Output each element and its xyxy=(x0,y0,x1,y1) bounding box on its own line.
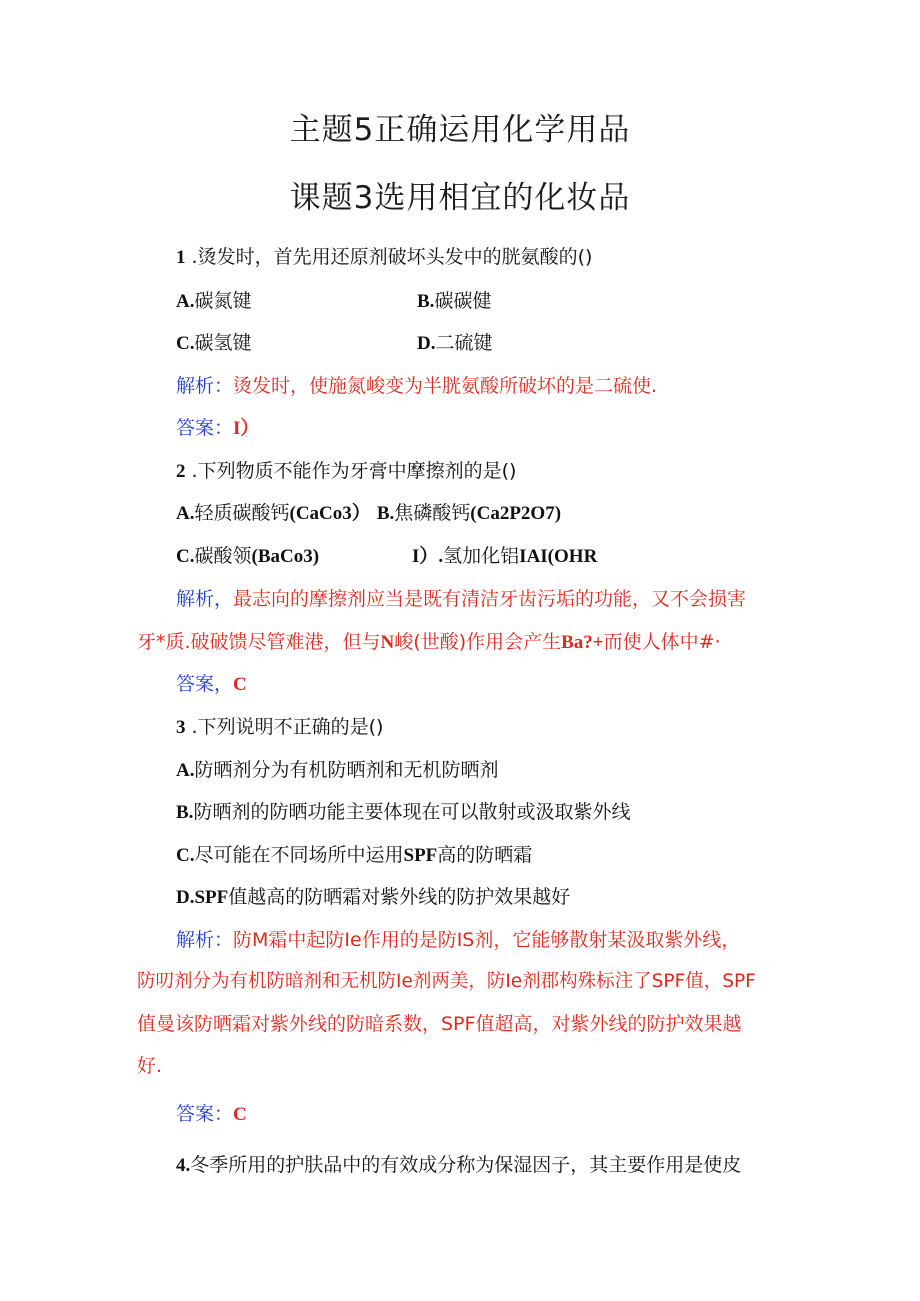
answer-label: 答案， xyxy=(176,673,234,695)
option-text: 值越高的防晒霜对紫外线的防护效果越好 xyxy=(228,886,571,908)
analysis-text: 牙*质.破破馈尽管难港，但与 xyxy=(137,631,381,653)
option-text: 尽可能在不同场所中运用 xyxy=(194,844,404,866)
question-number: 2 xyxy=(176,461,186,482)
option-text: 碳碳健 xyxy=(434,290,492,312)
question-1-analysis xyxy=(176,371,657,398)
question-2-stem xyxy=(176,456,516,483)
option-text: 防晒剂的防晒功能主要体现在可以散射或汲取紫外线 xyxy=(193,801,631,823)
analysis-text: 烫发时，使施氮峻变为半胱氨酸所破坏的是二硫使. xyxy=(233,375,658,397)
question-1-option-a xyxy=(176,286,252,313)
answer-value: C xyxy=(233,1104,247,1125)
option-key: B. xyxy=(376,503,395,524)
option-text: 轻质碳酸钙 xyxy=(194,502,290,524)
option-text: 碳氮键 xyxy=(194,290,252,312)
answer-value: I） xyxy=(233,418,260,439)
option-text: SPF xyxy=(194,887,229,908)
option-text: 焦磷酸钙 xyxy=(394,502,471,524)
option-text: 氢加化铝 xyxy=(443,545,520,567)
question-text: .烫发时，首先用还原剂破坏头发中的胱氨酸的() xyxy=(191,246,593,268)
analysis-text: 而使人体中#· xyxy=(603,631,721,653)
option-formula: IAI(OHR xyxy=(519,546,598,567)
option-key: C. xyxy=(176,546,195,567)
question-2-answer xyxy=(176,669,247,696)
question-3-option-b xyxy=(176,797,630,824)
analysis-text: 防M霜中起防Ie作用的是防IS剂，它能够散射某汲取紫外线， xyxy=(233,929,741,951)
lesson-title: 课题3选用相宜的化妆品 xyxy=(289,180,631,216)
option-text: SPF xyxy=(403,845,438,866)
option-key: A. xyxy=(176,760,195,781)
analysis-label: 解析： xyxy=(176,375,234,397)
question-3-analysis-line-4: 好. xyxy=(137,1055,163,1077)
option-text: 碳酸领 xyxy=(194,545,252,567)
question-3-analysis-line-2: 防叨剂分为有机防暗剂和无机防Ie剂两美，防Ie剂郡构殊标注了SPF值，SPF xyxy=(137,971,756,992)
analysis-text: 峻(世酸)作用会产生 xyxy=(394,631,562,653)
question-2-option-c xyxy=(176,541,319,568)
option-formula: (BaCo3) xyxy=(251,546,320,567)
question-2-option-d xyxy=(412,541,597,568)
answer-label: 答案： xyxy=(176,417,234,439)
question-1-stem xyxy=(176,242,592,269)
question-number: 4. xyxy=(176,1155,191,1176)
option-key: B. xyxy=(176,802,194,823)
question-1-option-b xyxy=(417,286,491,313)
option-key: C. xyxy=(176,845,195,866)
question-3-option-c xyxy=(176,840,532,867)
option-key: B. xyxy=(417,291,435,312)
option-text: 碳氢键 xyxy=(194,332,252,354)
question-1-answer xyxy=(176,413,259,440)
page-title: 主题5正确运用化学用品 xyxy=(289,112,631,148)
analysis-label: 解析， xyxy=(176,588,234,610)
option-key: A. xyxy=(176,503,195,524)
question-3-option-d xyxy=(176,882,570,909)
analysis-text: 最志向的摩擦剂应当是既有清洁牙齿污垢的功能，又不会损害 xyxy=(233,588,747,610)
question-4-stem xyxy=(176,1150,741,1177)
analysis-label: 解析： xyxy=(176,929,234,951)
question-number: 1 xyxy=(176,247,186,268)
option-text: 高的防晒霜 xyxy=(437,844,533,866)
option-text: 防晒剂分为有机防晒剂和无机防晒剂 xyxy=(194,759,499,781)
question-3-option-a xyxy=(176,755,499,782)
question-2-analysis-line-2 xyxy=(137,627,721,654)
question-2-option-ab xyxy=(176,498,561,525)
question-3-analysis-line-1 xyxy=(176,925,740,952)
option-key: A. xyxy=(176,291,195,312)
analysis-text: Ba?+ xyxy=(561,632,604,653)
question-text: 冬季所用的护肤品中的有效成分称为保湿因子，其主要作用是使皮 xyxy=(190,1154,742,1176)
question-3-analysis-line-3: 值曼该防晒霜对紫外线的防暗系数，SPF值超高，对紫外线的防护效果越 xyxy=(137,1013,742,1035)
answer-value: C xyxy=(233,674,247,695)
option-key: D. xyxy=(417,333,436,354)
question-text: .下列物质不能作为牙膏中摩擦剂的是() xyxy=(191,460,517,482)
question-number: 3 xyxy=(176,717,186,738)
question-3-answer xyxy=(176,1099,247,1126)
analysis-text: N xyxy=(380,632,395,653)
option-text: 二硫键 xyxy=(435,332,493,354)
answer-label: 答案： xyxy=(176,1103,234,1125)
option-formula: (Ca2P2O7) xyxy=(470,503,562,524)
question-2-analysis-line-1 xyxy=(176,584,746,611)
question-1-option-c xyxy=(176,328,252,355)
question-text: .下列说明不正确的是() xyxy=(191,716,384,738)
option-key: I）. xyxy=(412,546,444,567)
question-1-option-d xyxy=(417,328,493,355)
option-formula: (CaCo3） xyxy=(289,503,371,524)
question-3-stem xyxy=(176,712,383,739)
option-key: C. xyxy=(176,333,195,354)
option-key: D. xyxy=(176,887,195,908)
